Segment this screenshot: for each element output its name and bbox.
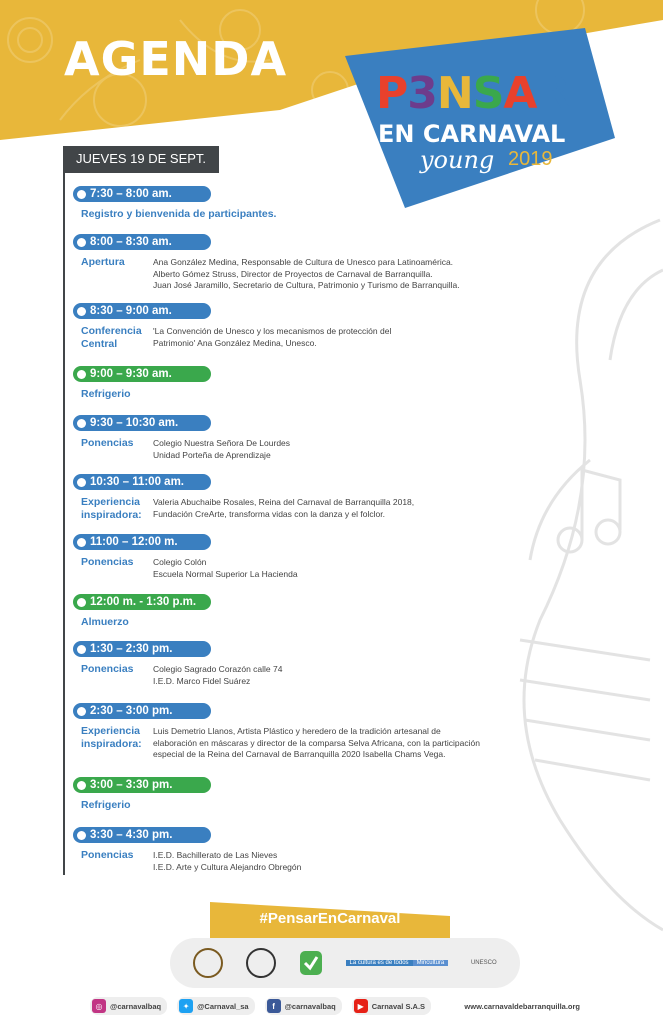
time-label: 9:00 – 9:30 am. <box>90 368 172 380</box>
bullet-icon <box>77 419 86 428</box>
date-tab: JUEVES 19 DE SEPT. <box>63 146 219 171</box>
instagram-icon: ◎ <box>92 999 106 1013</box>
barranquilla-seal-logo <box>193 948 223 978</box>
session-label: Ponencias <box>81 556 134 568</box>
social-link[interactable] <box>177 997 255 1015</box>
hashtag: #PensarEnCarnaval <box>259 910 401 927</box>
logo-letter: P <box>376 68 408 119</box>
session-label: Refrigerio <box>81 388 131 400</box>
session-label: Apertura <box>81 256 125 268</box>
time-slot <box>73 474 211 490</box>
timeline-line <box>63 173 65 875</box>
bullet-icon <box>77 190 86 199</box>
session-description: Colegio Sagrado Corazón calle 74 I.E.D. Marco Fidel Suárez <box>153 664 283 686</box>
bullet-icon <box>77 538 86 547</box>
time-slot <box>73 703 211 719</box>
session-description: Valeria Abuchaibe Rosales, Reina del Carnaval de Barranquilla 2018, Fundación CreArte, transforma vidas con la danza y el folclor. <box>153 497 415 519</box>
social-link[interactable] <box>90 997 167 1015</box>
youtube-icon: ▶ <box>354 999 368 1013</box>
time-label: 2:30 – 3:00 pm. <box>90 705 173 717</box>
time-slot <box>73 594 211 610</box>
decorative-illustration <box>500 200 663 940</box>
time-label: 8:30 – 9:00 am. <box>90 305 172 317</box>
unesco-logo <box>471 960 497 967</box>
time-label: 3:00 – 3:30 pm. <box>90 779 173 791</box>
carnaval-seal-logo <box>246 948 276 978</box>
logo-letter: R <box>536 68 570 119</box>
time-slot <box>73 777 211 793</box>
session-label: Ponencias <box>81 849 134 861</box>
time-label: 9:30 – 10:30 am. <box>90 417 179 429</box>
social-bar <box>90 998 580 1014</box>
time-label: 3:30 – 4:30 pm. <box>90 829 173 841</box>
session-label: Experiencia inspiradora: <box>81 496 142 521</box>
social-handle: @carnavalbaq <box>284 1001 336 1011</box>
logo-pensar <box>376 68 570 119</box>
session-label: Ponencias <box>81 663 134 675</box>
logo-young: young <box>420 146 495 174</box>
mincultura-left: La cultura es de todos <box>346 960 413 966</box>
session-label: Conferencia Central <box>81 325 142 350</box>
time-slot <box>73 534 211 550</box>
time-label: 7:30 – 8:00 am. <box>90 188 172 200</box>
date-rule <box>63 171 219 173</box>
session-label: Refrigerio <box>81 799 131 811</box>
social-handle: @carnavalbaq <box>110 1001 162 1011</box>
logo-year: 2019 <box>508 148 553 170</box>
time-slot <box>73 415 211 431</box>
session-label: Experiencia inspiradora: <box>81 725 142 750</box>
website-link[interactable]: www.carnavaldebarranquilla.org <box>464 1001 580 1011</box>
unesco-label: UNESCO <box>470 959 497 966</box>
page-title: AGENDA <box>64 32 288 86</box>
session-description: Colegio Colón Escuela Normal Superior La Hacienda <box>153 557 298 579</box>
time-slot <box>73 366 211 382</box>
logo-en-carnaval: EN CARNAVAL <box>378 120 566 148</box>
check-logo <box>299 950 323 976</box>
logo-letter: N <box>436 68 473 119</box>
time-slot <box>73 186 211 202</box>
session-label: Registro y bienvenida de participantes. <box>81 208 277 220</box>
session-description: 'La Convención de Unesco y los mecanismos de protección del Patrimonio' Ana González Medina, Unesco. <box>153 326 392 348</box>
bullet-icon <box>77 238 86 247</box>
social-link[interactable] <box>352 997 431 1015</box>
time-slot <box>73 234 211 250</box>
bullet-icon <box>77 598 86 607</box>
mincultura-logo <box>346 952 449 974</box>
time-label: 8:00 – 8:30 am. <box>90 236 172 248</box>
bullet-icon <box>77 707 86 716</box>
sponsor-logos <box>170 938 520 988</box>
social-handle: Carnaval S.A.S <box>371 1001 426 1011</box>
time-slot <box>73 827 211 843</box>
social-handle: @Carnaval_sa <box>197 1001 249 1011</box>
time-label: 11:00 – 12:00 m. <box>90 536 178 548</box>
bullet-icon <box>77 781 86 790</box>
bullet-icon <box>77 478 86 487</box>
social-link[interactable] <box>265 997 342 1015</box>
time-slot <box>73 303 211 319</box>
time-label: 12:00 m. - 1:30 p.m. <box>90 596 197 608</box>
session-description: Luis Demetrio Llanos, Artista Plástico y heredero de la tradición artesanal de elaboración en máscaras y director de la comparsa Selva Africana, con la participación especial de la Reina del Carnaval de Barranquilla 2020 Isabella Chams Vega. <box>153 726 480 759</box>
logo-letter: S <box>472 68 504 119</box>
mincultura-right: Mincultura <box>413 960 449 966</box>
session-label: Ponencias <box>81 437 134 449</box>
time-slot <box>73 641 211 657</box>
logo-letter: A <box>503 68 537 119</box>
facebook-icon: f <box>267 999 281 1013</box>
logo-letter: 3 <box>407 68 437 119</box>
bullet-icon <box>77 831 86 840</box>
session-description: Colegio Nuestra Señora De Lourdes Unidad Porteña de Aprendizaje <box>153 438 291 460</box>
bullet-icon <box>77 307 86 316</box>
twitter-icon: ✦ <box>179 999 193 1013</box>
time-label: 1:30 – 2:30 pm. <box>90 643 173 655</box>
bullet-icon <box>77 370 86 379</box>
session-description: Ana González Medina, Responsable de Cultura de Unesco para Latinoamérica. Alberto Gómez Struss, Director de Proyectos de Carnaval de Barranquilla. Juan José Jaramillo, Secretario de Cultura, Patrimonio y Turismo de Barranquilla. <box>153 257 460 290</box>
session-description: I.E.D. Bachillerato de Las Nieves I.E.D. Arte y Cultura Alejandro Obregón <box>153 850 302 872</box>
session-label: Almuerzo <box>81 616 129 628</box>
bullet-icon <box>77 645 86 654</box>
time-label: 10:30 – 11:00 am. <box>90 476 184 488</box>
